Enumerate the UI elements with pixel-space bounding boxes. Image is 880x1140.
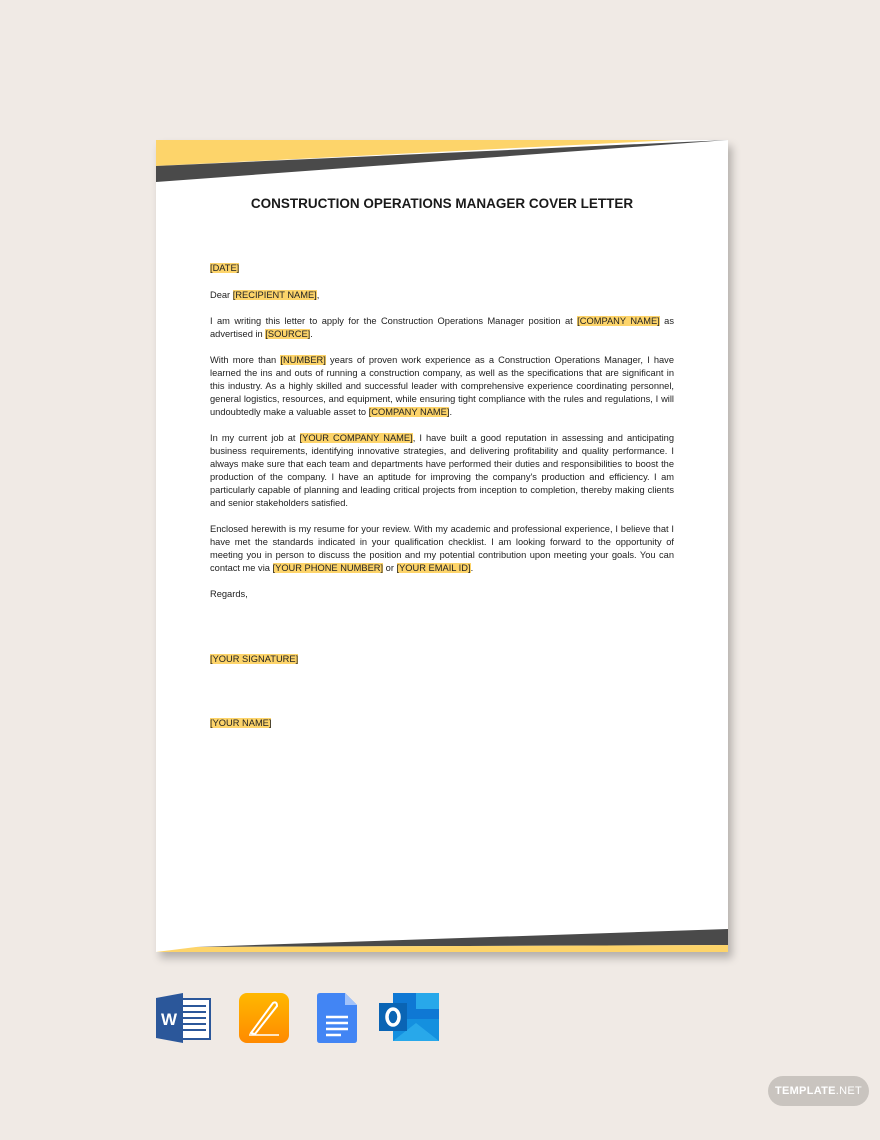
text-segment: as advertised in [210,316,674,339]
outlook-icon[interactable] [379,993,439,1043]
placeholder-field: [YOUR SIGNATURE] [210,654,299,664]
signature-placeholder [210,653,674,666]
text-segment: or [383,563,397,573]
text-segment: Dear [210,290,233,300]
placeholder-field: [YOUR COMPANY NAME] [299,433,413,443]
placeholder-field: [YOUR EMAIL ID] [396,563,471,573]
template-net-watermark[interactable] [768,1076,869,1106]
word-icon[interactable] [156,993,211,1043]
placeholder-field: [YOUR NAME] [210,718,272,728]
text-segment: . [470,563,474,573]
placeholder-field: [NUMBER] [280,355,326,365]
document-page [156,140,728,952]
text-segment: . [449,407,453,417]
document-title: CONSTRUCTION OPERATIONS MANAGER COVER LETTER [250,196,634,211]
text-segment: In my current job at [210,433,300,443]
header-decoration [156,140,728,185]
text-segment: Regards, [210,589,248,599]
date-line [210,262,674,275]
placeholder-field: [COMPANY NAME] [577,316,660,326]
placeholder-field: [COMPANY NAME] [368,407,450,417]
intro-paragraph [210,315,674,341]
experience-paragraph [210,354,674,419]
text-segment: With more than [210,355,281,365]
text-segment: . [310,329,313,339]
placeholder-field: [DATE] [210,263,240,273]
footer-decoration [156,926,728,952]
regards-line [210,588,674,601]
watermark-suffix: .NET [835,1085,863,1097]
text-segment: years of proven work experience as a Construction Operations Manager, I have learned the ins and outs of running a construction company, as well as the specifications that are significant in this industry. As a highly skilled and successful leader with comprehensive experience coordinating personnel, general logistics, resources, and equipment, while ensuring tight compliance with the rules and regulations, I will undoubtedly make a valuable asset to [210,355,675,417]
name-placeholder [210,717,674,730]
closing-paragraph [210,523,674,575]
text-segment: Enclosed herewith is my resume for your review. With my academic and professional experience, I believe that I have met the standards indicated in your qualification checklist. I am looking forward to the opportunity of meeting you in person to discuss the position and my potential contribution upon meeting your goals. You can contact me via [210,524,674,573]
current-job-paragraph [210,432,674,510]
watermark-main: TEMPLATE [774,1085,836,1097]
placeholder-field: [SOURCE] [265,329,311,339]
pages-icon[interactable] [239,993,289,1043]
placeholder-field: [RECIPIENT NAME] [232,290,317,300]
salutation [210,289,674,302]
text-segment: , I have built a good reputation in assessing and anticipating business requirements, identifying innovative strategies, and delivering profitability and quality performance. I always make sure that each team and departments have performed their duties and responsibilities to boost the production of the company. I have an aptitude for improving the company's production and efficiency. I am particularly capable of planning and leading critical projects from inception to completion, thereby making clients and senior stakeholders satisfied. [210,433,674,508]
text-segment: , [316,290,320,300]
google-docs-icon[interactable] [317,993,359,1043]
svg-text:W: W [160,1010,178,1029]
text-segment: I am writing this letter to apply for the Construction Operations Manager position at [210,316,578,326]
placeholder-field: [YOUR PHONE NUMBER] [272,563,384,573]
